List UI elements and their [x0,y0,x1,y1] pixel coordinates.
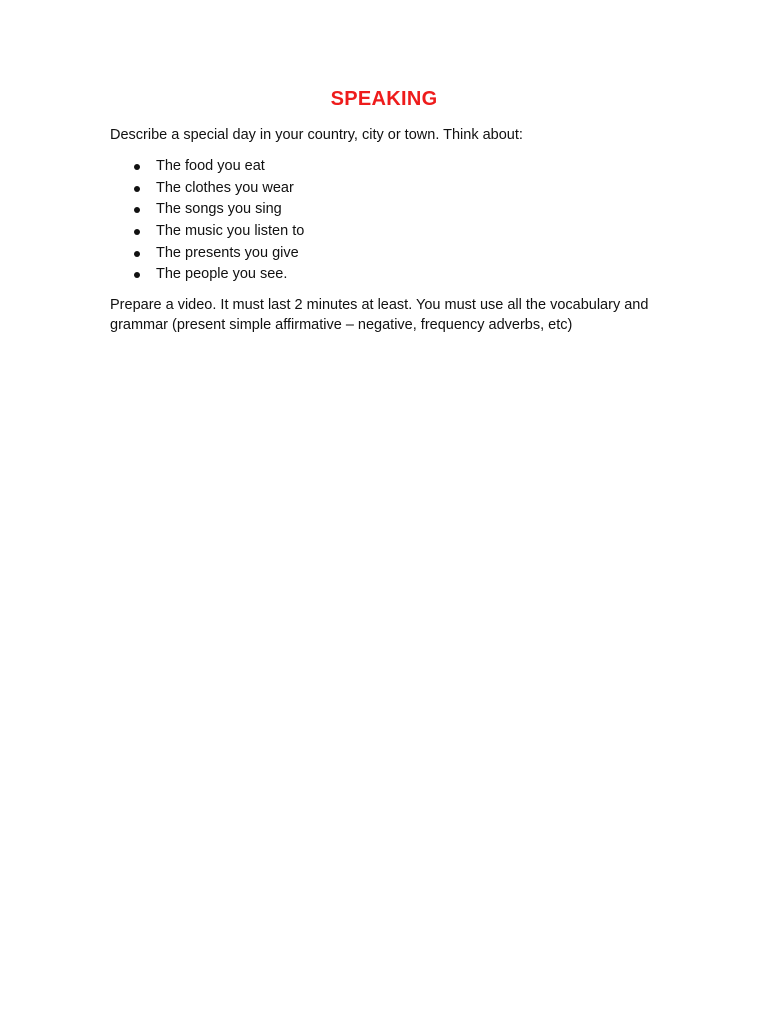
list-item-text: The presents you give [156,244,299,261]
list-item [110,221,630,243]
list-item-text: The food you eat [156,158,265,174]
bullet-icon [134,229,140,235]
bullet-icon [134,272,140,278]
list-item [110,243,630,265]
instructions-paragraph: Prepare a video. It must last 2 minutes at least. You must use all the vocabulary and grammar (present simple affirmative – negative, frequency adverbs, etc) [110,297,649,333]
list-item-text: The songs you sing [156,201,282,218]
topic-list [110,156,630,286]
list-item [110,178,630,200]
bullet-icon [134,164,140,170]
bullet-icon [134,251,140,257]
list-item [110,264,630,286]
intro-paragraph: Describe a special day in your country, city or town. Think about: [110,127,523,143]
list-item [110,156,630,178]
bullet-icon [134,186,140,192]
list-item-text: The music you listen to [156,223,305,240]
page-title: SPEAKING [330,88,438,110]
bullet-icon [134,207,140,213]
list-item [110,199,630,221]
list-item-text: The people you see. [156,266,288,283]
list-item-text: The clothes you wear [156,179,294,196]
